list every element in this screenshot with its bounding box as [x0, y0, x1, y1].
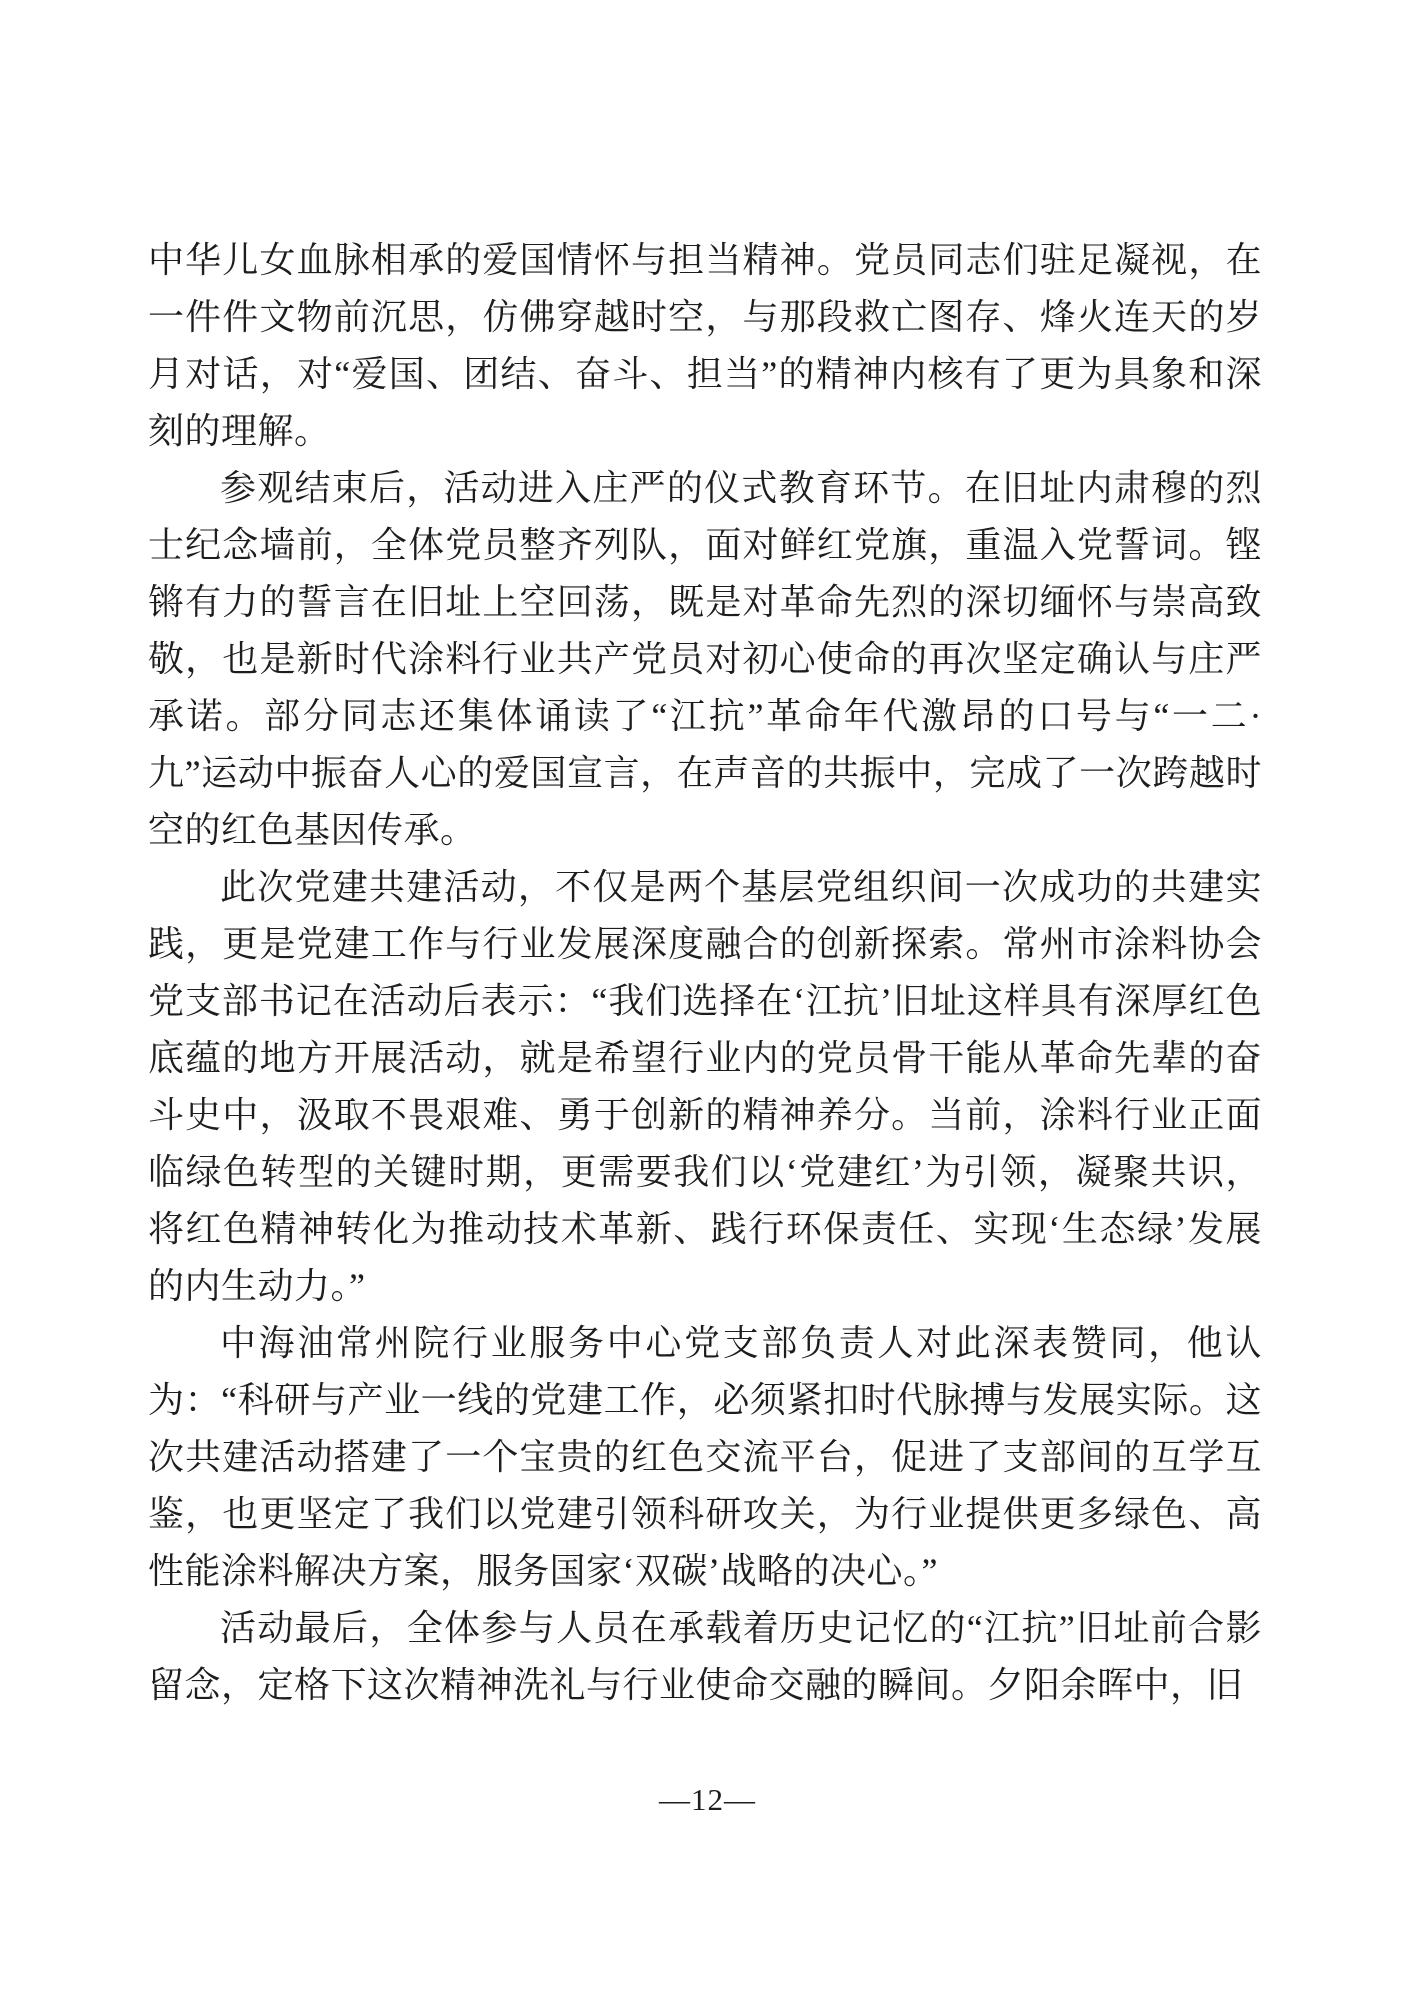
paragraph: 活动最后，全体参与人员在承载着历史记忆的“江抗”旧址前合影留念，定格下这次精神洗礼与行业使命交融的瞬间。夕阳余晖中，旧 [148, 1608, 1262, 1705]
paragraph: 中华儿女血脉相承的爱国情怀与担当精神。党员同志们驻足凝视，在一件件文物前沉思，仿佛穿越时空，与那段救亡图存、烽火连天的岁月对话，对“爱国、团结、奋斗、担当”的精神内核有了更为具象和深刻的理解。 [148, 240, 1262, 451]
paragraph: 中海油常州院行业服务中心党支部负责人对此深表赞同，他认为：“科研与产业一线的党建工作，必须紧扣时代脉搏与发展实际。这次共建活动搭建了一个宝贵的红色交流平台，促进了支部间的互学互鉴，也更坚定了我们以党建引领科研攻关，为行业提供更多绿色、高性能涂料解决方案，服务国家‘双碳’战略的决心。” [148, 1323, 1262, 1591]
document-body [148, 232, 1262, 1714]
paragraph: 参观结束后，活动进入庄严的仪式教育环节。在旧址内肃穆的烈士纪念墙前，全体党员整齐列队，面对鲜红党旗，重温入党誓词。铿锵有力的誓言在旧址上空回荡，既是对革命先烈的深切缅怀与崇高致敬，也是新时代涂料行业共产党员对初心使命的再次坚定确认与庄严承诺。部分同志还集体诵读了“江抗”革命年代激昂的口号与“一二·九”运动中振奋人心的爱国宣言，在声音的共振中，完成了一次跨越时空的红色基因传承。 [148, 468, 1262, 850]
page-number: —12— [659, 1782, 756, 1817]
paragraph: 此次党建共建活动，不仅是两个基层党组织间一次成功的共建实践，更是党建工作与行业发展深度融合的创新探索。常州市涂料协会党支部书记在活动后表示：“我们选择在‘江抗’旧址这样具有深厚红色底蕴的地方开展活动，就是希望行业内的党员骨干能从革命先辈的奋斗史中，汲取不畏艰难、勇于创新的精神养分。当前，涂料行业正面临绿色转型的关键时期，更需要我们以‘党建红’为引领，凝聚共识，将红色精神转化为推动技术革新、践行环保责任、实现‘生态绿’发展的内生动力。” [148, 867, 1262, 1306]
